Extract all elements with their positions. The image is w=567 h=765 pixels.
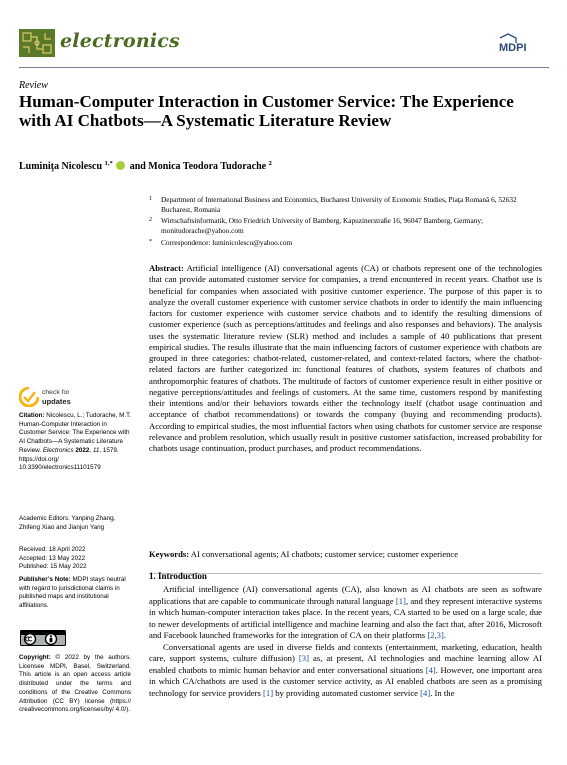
header-divider — [19, 67, 549, 68]
abstract-label: Abstract: — [149, 263, 184, 273]
mdpi-logo-icon[interactable] — [497, 33, 547, 54]
introduction-body — [149, 584, 542, 699]
svg-text:MDPI: MDPI — [499, 42, 527, 54]
copyright-notice: Copyright: © 2022 by the authors. Licensee MDPI, Basel, Switzerland. This article is an open access article distributed under the terms and conditions of the Creative Commons Attribution (CC BY) license (https:// creativecommons.org/licenses/by/ 4.0/). — [19, 654, 131, 714]
abstract-text: Artificial intelligence (AI) conversational agents (CA) or chatbots represent one of the technologies that can provide automated customer service for companies, a trend encountered in recent years. Chatbot use is beneficial for companies when associated with positive customer experience. The purpose of this paper is to analyze the overall customer experience with customer service chatbots in order to identify the main influencing factors for customer experience with customer service chatbots and to identify the resulting dimensions of customer experience (such as perceptions/attitudes and feelings and also responses and behaviors). The analysis uses the systematic literature review (SLR) method and includes a sample of 40 publications that present empirical studies. The results illustrate that the main influencing factors of customer experience with chatbots are grouped in three categories: chatbot-related, customer-related, and context-related factors, where the chatbot-related factors are further categorized in: functional features of chatbots, system features of chatbots and anthropomorphic features of chatbots. The multitude of factors of customer experience result in either positive or negative perceptions/attitudes and feelings of customers. At the same time, customers respond by manifesting their intentions and/or their behaviors towards either the technology itself (chatbot usage continuation and acceptance of chatbot recommendations) or towards the company (buying and recommending products). According to empirical studies, the most influential factors when using chatbots for customer service are response relevance and problem resolution, which usually result in positive customer satisfaction, increased probability for chatbots usage continuation, product purchases, and product recommendations. — [149, 263, 543, 453]
journal-logo-icon — [19, 29, 55, 57]
published-date: Published: 15 May 2022 — [19, 563, 87, 571]
author-list — [19, 160, 272, 172]
reference-link[interactable]: [1] — [395, 595, 406, 606]
received-date: Received: 18 April 2022 — [19, 546, 86, 553]
section-heading: 1. Introduction — [149, 571, 207, 581]
check-for-updates-button[interactable]: check for updates — [19, 387, 129, 407]
paragraph: Conversational agents are used in diverse fields and contexts (entertainment, marketing, education, health care, support systems, culture diffusion) [3] as, at present, AI technologies and machine learning allow AI enabled chatbots to mimic human behavior and enter conversational situations [4]. However, one important area in which CA/chatbots are used is the customer service activity, as AI enabled chatbots are seen as a promising technology for service providers [1] by providing automated customer service [4]. In the — [149, 641, 542, 698]
accepted-date: Accepted: 13 May 2022 — [19, 554, 86, 562]
affiliation-item: 2 Wirtschaftsinformatik, Otto Friedrich University of Bamberg, Kapuzinerstraße 16, 96047 Bamberg, Germany; monitudorache@yahoo.com — [149, 216, 484, 236]
article-title: Human-Computer Interaction in Customer Service: The Experience with AI Chatbots—A Systematic Literature Review — [19, 92, 514, 130]
orcid-icon[interactable] — [116, 161, 125, 170]
author-name[interactable]: and Monica Teodora Tudorache — [129, 161, 267, 172]
reference-link[interactable]: [3] — [298, 653, 309, 663]
keywords-text: AI conversational agents; AI chatbots; customer service; customer experience — [190, 549, 459, 559]
reference-link[interactable]: [4] — [425, 664, 436, 675]
academic-editors: Academic Editors: Yanping Zhang, Zhifeng Xiao and Jianjun Yang — [19, 515, 116, 531]
paragraph: Artificial intelligence (AI) conversational agents (CA), also known as AI chatbots are seen as software applications that are capable to communicate through natural language [1], and they represent interactive systems in which human-computer interaction takes place. In the recent years, CA started to be used on a large scale, due to newer developments of artificial intelligence and machine learning and also the fact that, after 2016, Microsoft and Facebook launched frameworks for the integration of CA on their platforms [2,3]. — [149, 584, 542, 640]
affiliations — [149, 195, 544, 248]
article-type: Review — [19, 80, 48, 91]
publisher-note: Publisher’s Note: MDPI stays neutral with regard to jurisdictional claims in published maps and institutional affiliations. — [19, 576, 126, 610]
reference-link[interactable]: [4] — [420, 687, 431, 698]
reference-link[interactable]: [1] — [263, 687, 274, 698]
keywords-label: Keywords: — [149, 549, 190, 559]
citation-block: Citation: Nicolescu, L.; Tudorache, M.T. Human-Computer Interaction in Customer Service: The Experience with AI Chatbots—A Systematic Literature Review. Electronics 2022, 11, 1579. https://doi.org/ 10.3390/electronics11101579 — [19, 412, 131, 472]
keywords — [149, 549, 542, 560]
abstract — [149, 263, 542, 454]
journal-name[interactable]: electronics — [60, 30, 180, 52]
article-dates — [19, 546, 131, 572]
correspondence: * Correspondence: luminicolescu@yahoo.com — [149, 237, 293, 247]
author-affiliation-mark: 2 — [268, 160, 272, 167]
doi-link[interactable]: , 1579. https://doi.org/ 10.3390/electronics11101579 — [19, 446, 119, 472]
cc-by-license-icon[interactable] — [20, 630, 66, 646]
affiliation-item: 1 Department of International Business and Economics, Bucharest University of Economic Studies, Piaţa Romană 6, 52632 Bucharest, Romania — [149, 195, 517, 214]
author-name[interactable]: Luminiţa Nicolescu — [19, 161, 103, 172]
reference-link[interactable]: [2,3] — [427, 630, 444, 640]
author-affiliation-mark: 1,* — [104, 160, 113, 167]
check-updates-icon — [19, 387, 39, 407]
section-divider — [149, 573, 542, 574]
